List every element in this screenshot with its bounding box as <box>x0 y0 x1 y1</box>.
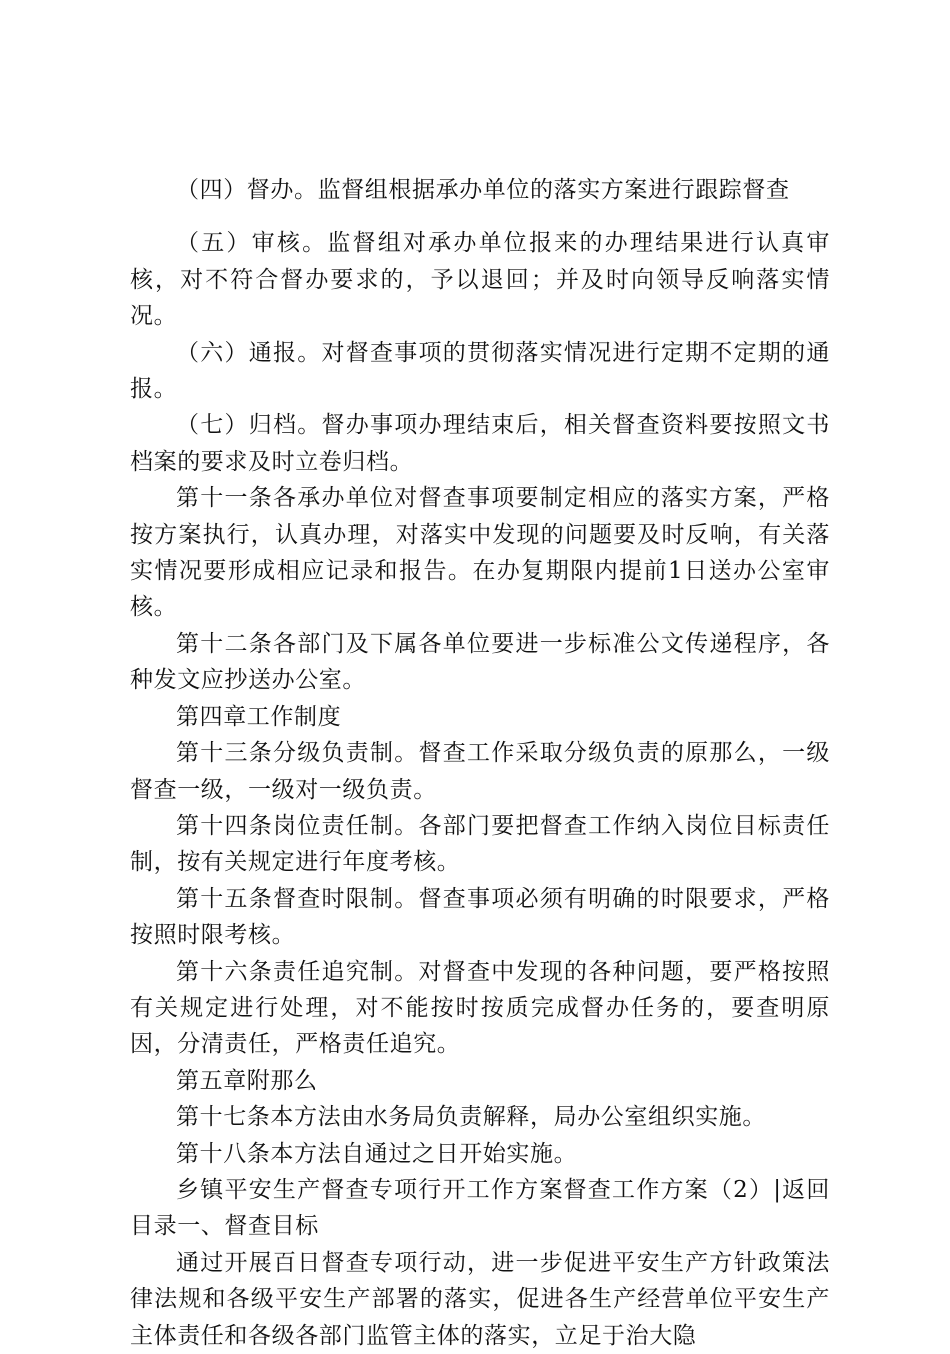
paragraph-notify: （六）通报。对督查事项的贯彻落实情况进行定期不定期的通报。 <box>130 339 830 403</box>
chapter-4-heading: 第四章工作制度 <box>176 703 342 730</box>
article-13: 第十三条分级负责制。督查工作采取分级负责的原那么，一级督查一级，一级对一级负责。 <box>130 740 830 803</box>
paragraph-supervise: （四）督办。监督组根据承办单位的落实方案进行跟踪督查 <box>176 177 790 203</box>
article-12: 第十二条各部门及下属各单位要进一步标准公文传递程序，各种发文应抄送办公室。 <box>130 630 830 694</box>
article-15: 第十五条督查时限制。督查事项必须有明确的时限要求，严格按照时限考核。 <box>130 885 830 949</box>
article-16: 第十六条责任追究制。对督查中发现的各种问题，要严格按照有关规定进行处理，对不能按时按质完成督办任务的，要查明原因，分清责任，严格责任追究。 <box>130 958 830 1058</box>
chapter-5-heading: 第五章附那么 <box>176 1067 318 1094</box>
article-17: 第十七条本方法由水务局负责解释，局办公室组织实施。 <box>176 1104 766 1131</box>
paragraph-review: （五）审核。监督组对承办单位报来的办理结果进行认真审核，对不符合督办要求的，予以退回；并及时向领导反响落实情况。 <box>130 230 830 330</box>
article-11: 第十一条各承办单位对督查事项要制定相应的落实方案，严格按方案执行，认真办理，对落实中发现的问题要及时反响，有关落实情况要形成相应记录和报告。在办复期限内提前1日送办公室审核。 <box>130 485 830 621</box>
document-body <box>130 172 830 1354</box>
article-18: 第十八条本方法自通过之日开始实施。 <box>176 1140 578 1167</box>
paragraph-archive: （七）归档。督办事项办理结束后，相关督查资料要按照文书档案的要求及时立卷归档。 <box>130 412 830 475</box>
paragraph-goal: 通过开展百日督查专项行动，进一步促进平安生产方针政策法律法规和各级平安生产部署的落实，促进各生产经营单位平安生产主体责任和各级各部门监管主体的落实，立足于治大隐 <box>130 1249 830 1349</box>
article-14: 第十四条岗位责任制。各部门要把督查工作纳入岗位目标责任制，按有关规定进行年度考核。 <box>130 812 830 876</box>
section-title-plan-2: 乡镇平安生产督查专项行开工作方案督查工作方案（2）|返回目录一、督查目标 <box>130 1176 830 1240</box>
